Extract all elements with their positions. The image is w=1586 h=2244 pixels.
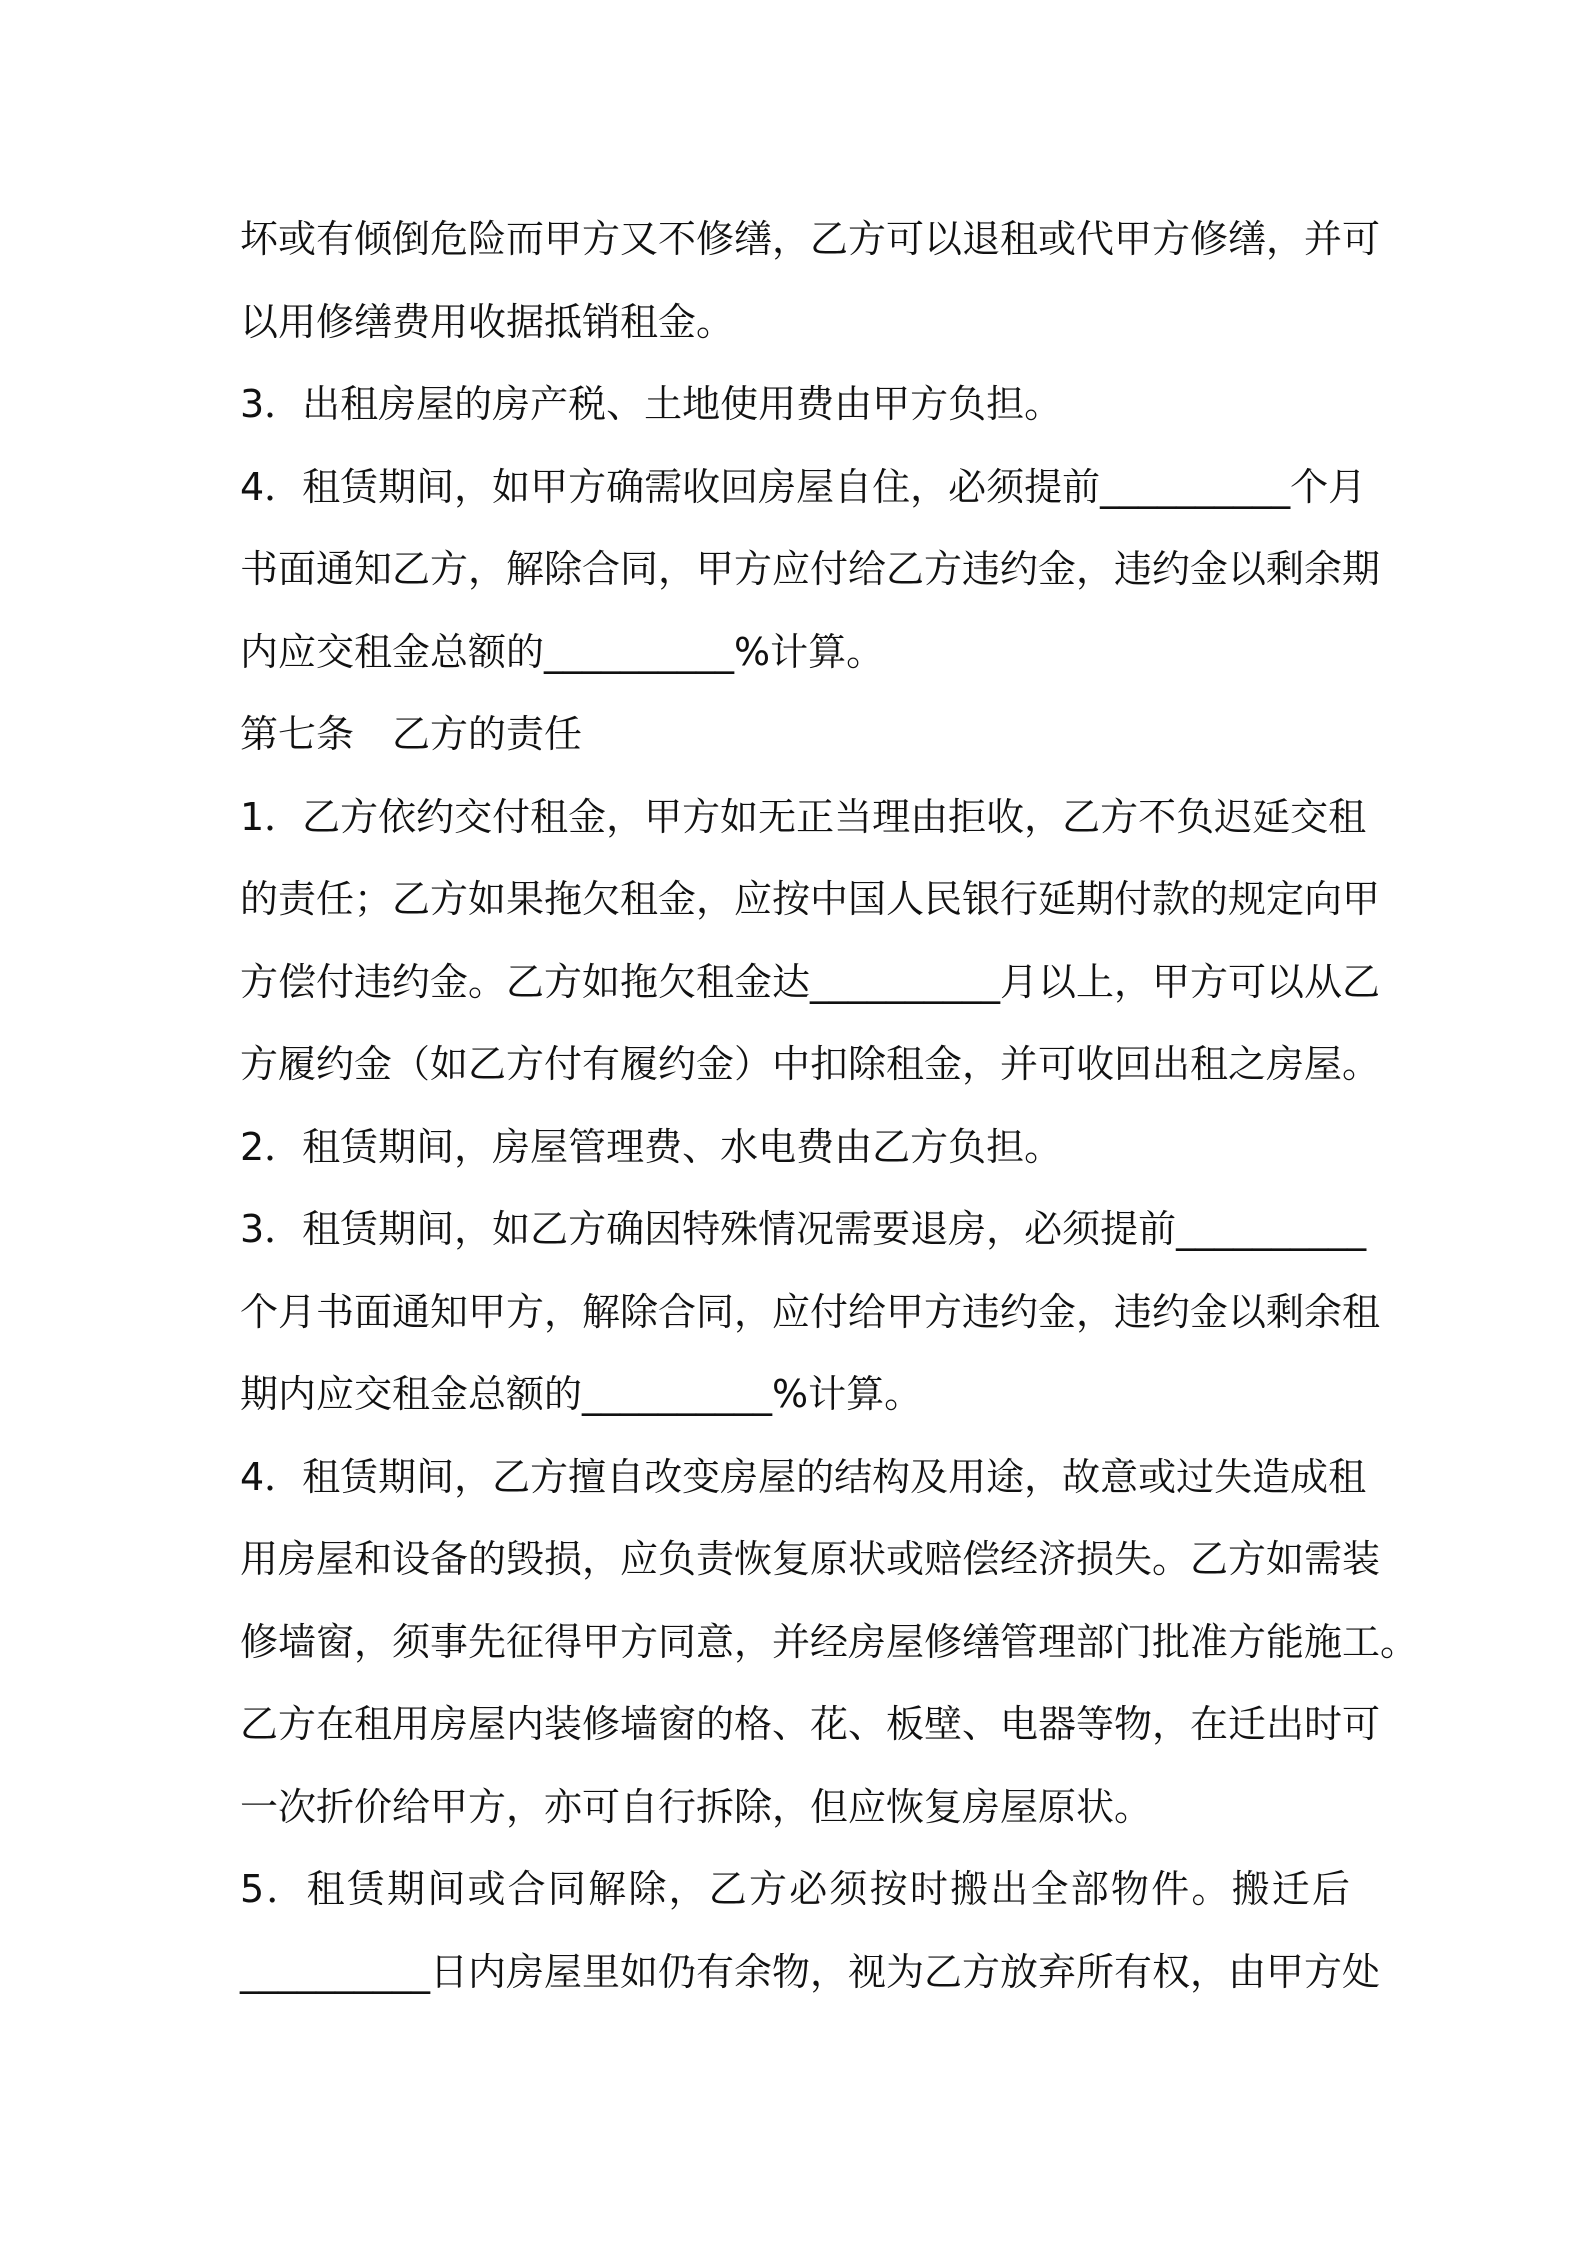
- text-line: 内应交租金总额的__________%计算。: [240, 629, 885, 674]
- text-line: 以用修缮费用收据抵销租金。: [240, 299, 735, 344]
- text-line: 1．乙方依约交付租金，甲方如无正当理由拒收，乙方不负迟延交租: [240, 794, 1367, 839]
- text-line: 用房屋和设备的毁损，应负责恢复原状或赔偿经济损失。乙方如需装: [240, 1537, 1381, 1581]
- text-line: 一次折价给甲方，亦可自行拆除，但应恢复房屋原状。: [240, 1784, 1153, 1829]
- text-line: 期内应交租金总额的__________%计算。: [240, 1372, 923, 1416]
- text-line: 4．租赁期间，乙方擅自改变房屋的结构及用途，故意或过失造成租: [240, 1454, 1367, 1499]
- text-line: __________日内房屋里如仍有余物，视为乙方放弃所有权，由甲方处: [240, 1949, 1381, 1994]
- text-line: 3．租赁期间，如乙方确因特殊情况需要退房，必须提前__________: [240, 1207, 1367, 1251]
- text-line: 方偿付违约金。乙方如拖欠租金达__________月以上，甲方可以从乙: [240, 959, 1381, 1004]
- text-line: 5．租赁期间或合同解除，乙方必须按时搬出全部物件。搬迁后: [240, 1867, 1350, 1911]
- contract-page: [240, 198, 1419, 2013]
- text-line: 乙方在租用房屋内装修墙窗的格、花、板壁、电器等物，在迁出时可: [240, 1702, 1381, 1746]
- text-line: 的责任；乙方如果拖欠租金，应按中国人民银行延期付款的规定向甲: [240, 877, 1381, 921]
- text-line: 个月书面通知甲方，解除合同，应付给甲方违约金，违约金以剩余租: [240, 1289, 1381, 1334]
- text-line: 方履约金（如乙方付有履约金）中扣除租金，并可收回出租之房屋。: [240, 1042, 1381, 1086]
- text-line: 2．租赁期间，房屋管理费、水电费由乙方负担。: [240, 1124, 1063, 1169]
- text-line: 4．租赁期间，如甲方确需收回房屋自住，必须提前__________个月: [240, 464, 1367, 509]
- text-line: 坏或有倾倒危险而甲方又不修缮，乙方可以退租或代甲方修缮，并可: [240, 217, 1381, 261]
- section-heading: 第七条 乙方的责任: [240, 712, 583, 756]
- text-line: 修墙窗，须事先征得甲方同意，并经房屋修缮管理部门批准方能施工。: [240, 1619, 1419, 1664]
- text-line: 3．出租房屋的房产税、土地使用费由甲方负担。: [240, 382, 1063, 426]
- text-line: 书面通知乙方，解除合同，甲方应付给乙方违约金，违约金以剩余期: [240, 547, 1381, 591]
